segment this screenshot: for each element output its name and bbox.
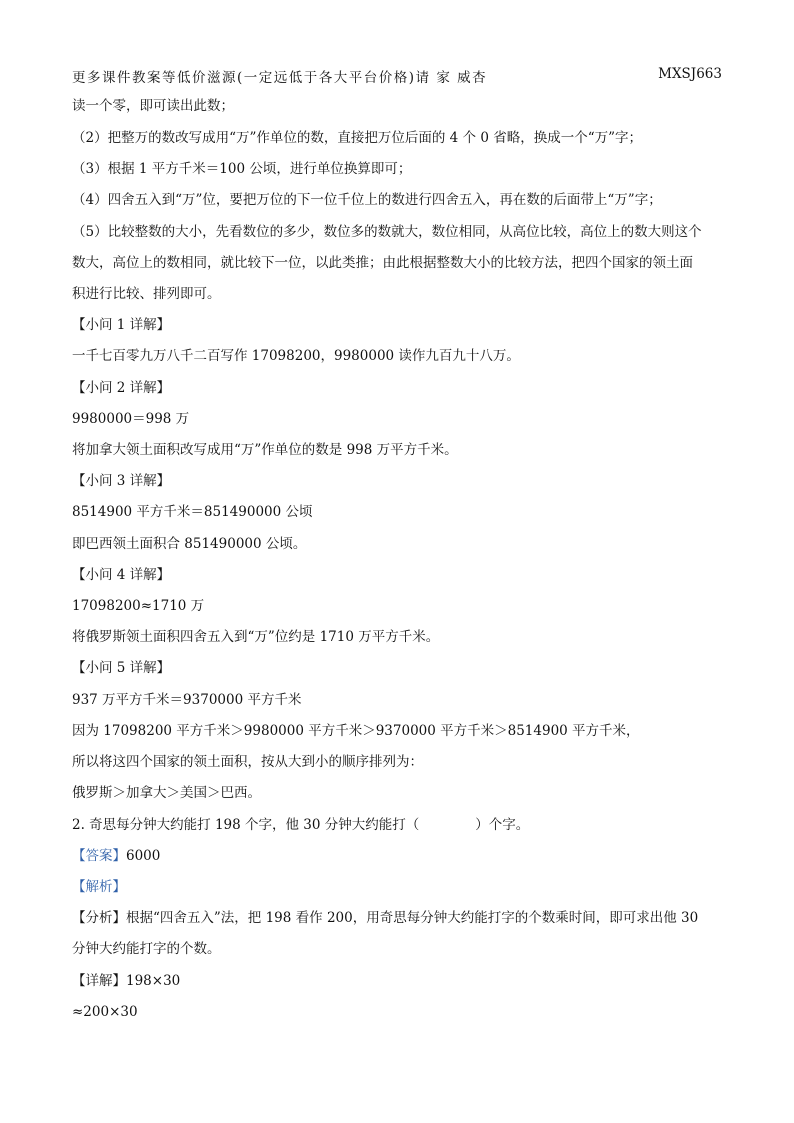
answer-label: 【答案】	[72, 848, 126, 864]
detail-text: 198×30	[126, 973, 181, 989]
question-2-text-end: ）个字。	[475, 817, 530, 833]
text-line: 一千七百零九万八千二百写作 17098200，9980000 读作九百九十八万。	[72, 348, 520, 364]
text-line: 将加拿大领土面积改写成用“万”作单位的数是 998 万平方千米。	[72, 442, 458, 458]
detail-line	[72, 971, 724, 991]
analysis-text: 根据“四舍五入”法，把 198 看作 200，用奇思每分钟大约能打字的个数乘时间，即可求出他 30	[126, 910, 699, 926]
section-heading: 【小问 2 详解】	[72, 380, 171, 396]
detail-line: ≈200×30	[72, 1004, 138, 1020]
text-line: 17098200≈1710 万	[72, 598, 205, 614]
analysis-line: 分钟大约能打字的个数。	[72, 941, 221, 957]
section-heading: 【小问 5 详解】	[72, 660, 171, 676]
text-line: 将俄罗斯领土面积四舍五入到“万”位约是 1710 万平方千米。	[72, 629, 440, 645]
header-code: MXSJ663	[658, 66, 722, 82]
text-line: 读一个零，即可读出此数；	[72, 98, 234, 114]
text-line: 8514900 平方千米＝851490000 公顷	[72, 504, 313, 520]
text-line: （5）比较整数的大小，先看数位的多少，数位多的数就大，数位相同，从高位比较，高位上的数大则这个	[72, 224, 702, 240]
page-header	[72, 66, 722, 86]
analysis-heading: 【解析】	[72, 879, 126, 895]
text-line: 积进行比较、排列即可。	[72, 286, 221, 302]
detail-label: 【详解】	[72, 973, 126, 989]
text-line: 俄罗斯＞加拿大＞美国＞巴西。	[72, 785, 261, 801]
text-line: （3）根据 1 平方千米＝100 公顷，进行单位换算即可；	[72, 161, 412, 177]
text-line: 数大，高位上的数相同，就比较下一位，以此类推；由此根据整数大小的比较方法，把四个国家的领土面	[72, 255, 693, 271]
answer-line	[72, 846, 724, 866]
section-heading: 【小问 3 详解】	[72, 473, 171, 489]
text-line: 因为 17098200 平方千米＞9980000 平方千米＞9370000 平方千米＞8514900 平方千米，	[72, 723, 640, 739]
text-line: 9980000＝998 万	[72, 411, 190, 427]
text-line: 即巴西领土面积合 851490000 公顷。	[72, 536, 307, 552]
question-2	[72, 815, 724, 835]
analysis-line	[72, 908, 724, 928]
header-promo-text: 更多课件教案等低价滋源(一定远低于各大平台价格)请 家 威杏	[72, 70, 488, 86]
text-line: 所以将这四个国家的领土面积，按从大到小的顺序排列为：	[72, 754, 423, 770]
section-heading: 【小问 1 详解】	[72, 317, 171, 333]
text-line: 937 万平方千米＝9370000 平方千米	[72, 692, 302, 708]
section-heading: 【小问 4 详解】	[72, 567, 171, 583]
question-2-text: 2. 奇思每分钟大约能打 198 个字，他 30 分钟大约能打（	[72, 817, 420, 833]
answer-value: 6000	[126, 848, 161, 864]
analysis-label: 【分析】	[72, 910, 126, 926]
text-line: （2）把整万的数改写成用“万”作单位的数，直接把万位后面的 4 个 0 省略，换成一个“万”字；	[72, 130, 643, 146]
text-line: （4）四舍五入到“万”位，要把万位的下一位千位上的数进行四舍五入，再在数的后面带上“万”字；	[72, 192, 662, 208]
